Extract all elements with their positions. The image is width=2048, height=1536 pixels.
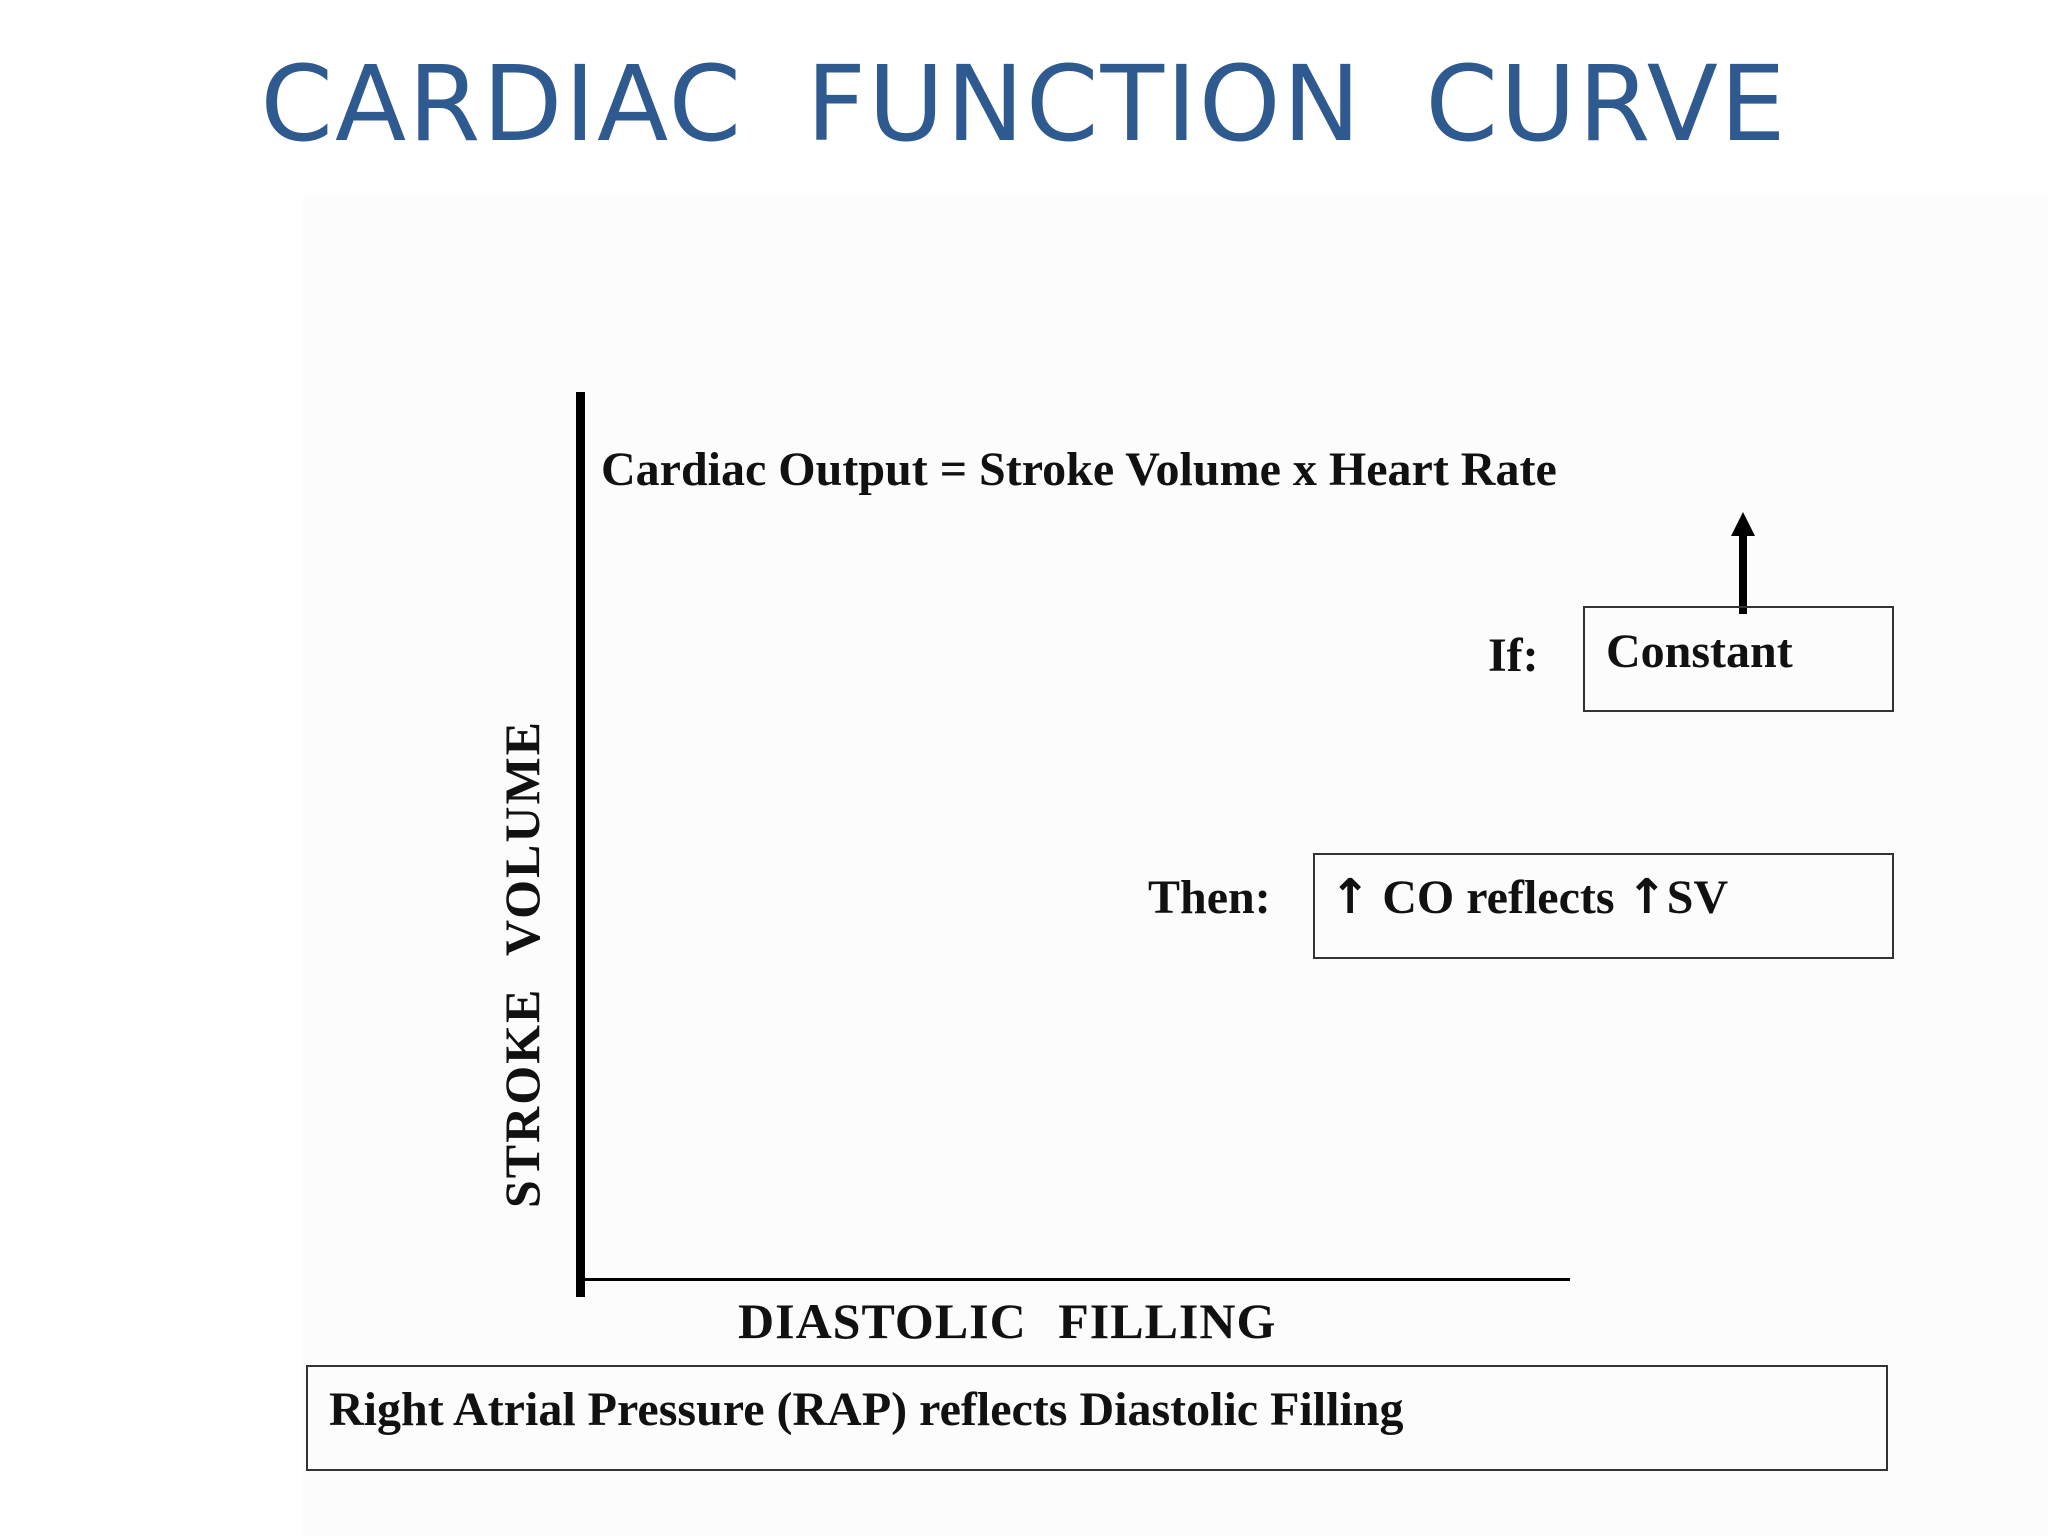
then-statement [1330,869,1729,925]
cardiac-output-formula: Cardiac Output = Stroke Volume x Heart Rate [601,443,1557,496]
then-box [1313,853,1894,959]
slide-title: CARDIAC FUNCTION CURVE [260,43,1788,165]
up-arrow-icon [1728,510,1758,614]
increase-arrow-icon: ↑ [1626,869,1667,925]
then-text-sv: SV [1666,871,1729,924]
then-text-co: CO reflects [1370,871,1627,924]
rap-note-box [306,1365,1888,1471]
rap-note-text: Right Atrial Pressure (RAP) reflects Diastolic Filling [329,1383,1404,1436]
y-axis-label: STROKE VOLUME [494,720,550,1208]
y-axis-line [576,392,585,1297]
if-label: If: [1488,629,1539,682]
x-axis-label: DIASTOLIC FILLING [738,1293,1277,1349]
constant-box [1583,606,1894,712]
increase-arrow-icon: ↑ [1330,869,1371,925]
constant-text: Constant [1606,625,1793,678]
x-axis-line [580,1278,1570,1281]
then-label: Then: [1148,871,1271,924]
